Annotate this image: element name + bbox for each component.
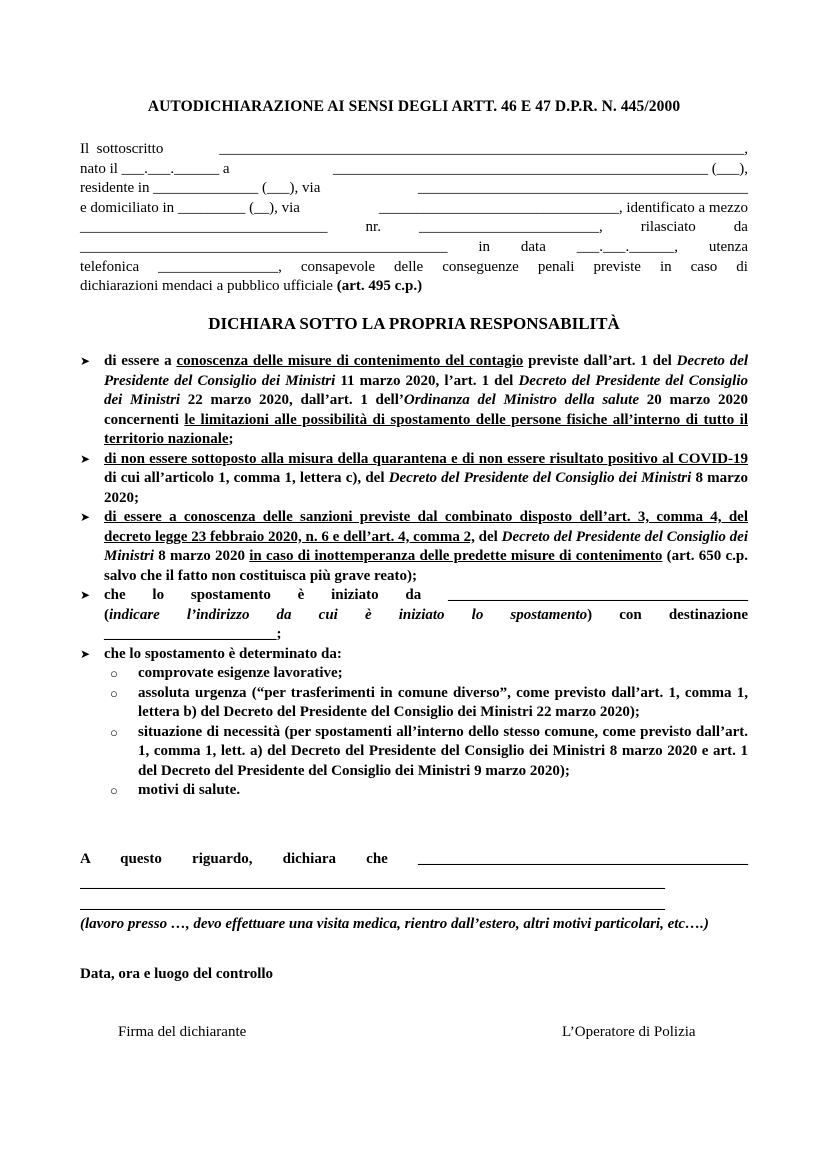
- blank-details-3[interactable]: ______________________________________________________________________________: [80, 896, 665, 912]
- origin-line: [104, 586, 748, 606]
- field-row-sottoscritto: [80, 140, 748, 160]
- blank-residence-street[interactable]: ____________________________________________: [418, 180, 748, 197]
- personal-details-section: [80, 140, 748, 297]
- label-nato-il[interactable]: nato il ___.___.______ a: [80, 160, 230, 177]
- circle-bullet-icon: ○: [110, 724, 118, 740]
- declaration-item-3: [80, 508, 748, 586]
- declarations-list: [80, 352, 748, 801]
- reason-option-health[interactable]: [80, 781, 748, 801]
- text-italic: indicare l’indirizzo da cui è iniziato lo spostamento: [109, 606, 588, 623]
- section-heading: DICHIARA SOTTO LA PROPRIA RESPONSABILITÀ: [208, 314, 620, 333]
- text: del: [474, 528, 502, 545]
- text: (art. 650 c.p. salvo che il fatto non costituisca più grave reato);: [104, 548, 748, 584]
- blank-details-1[interactable]: ____________________________________________: [418, 851, 749, 867]
- label-utenza: utenza: [708, 238, 748, 255]
- declarant-signature-label: Firma del dichiarante: [118, 1024, 247, 1040]
- label-residente[interactable]: residente in ______________ (___), via: [80, 180, 321, 197]
- text: 8 marzo 2020: [154, 548, 250, 564]
- blank-phone[interactable]: ________________,: [158, 258, 282, 275]
- reason-text: comprovate esigenze lavorative;: [138, 665, 343, 681]
- label-da: da: [733, 219, 748, 236]
- arrowhead-bullet-icon: ➤: [80, 646, 91, 661]
- document-title: AUTODICHIARAZIONE AI SENSI DEGLI ARTT. 46 E 47 D.P.R. N. 445/2000: [147, 98, 681, 115]
- blank-origin-address[interactable]: ________________________________________: [448, 587, 748, 603]
- control-date-place-label: Data, ora e luogo del controllo: [80, 966, 274, 982]
- legal-reference: (art. 495 c.p.): [336, 278, 423, 295]
- police-officer-signature-label: L’Operatore di Polizia: [562, 1024, 696, 1040]
- blank-details-2[interactable]: ______________________________________________________________________________: [80, 874, 665, 891]
- text: ;: [228, 431, 234, 447]
- text-underlined: conoscenza delle misure di contenimento del contagio: [176, 353, 524, 369]
- details-line-1: [80, 850, 748, 870]
- label-nr: nr.: [365, 219, 381, 236]
- field-row-telefono: [80, 258, 748, 278]
- blank-document-number[interactable]: ________________________,: [418, 219, 603, 236]
- reason-label: che lo spostamento è determinato da:: [104, 645, 342, 662]
- arrowhead-bullet-icon: ➤: [80, 354, 91, 368]
- text-mendaci: dichiarazioni mendaci a pubblico ufficiale: [80, 278, 333, 295]
- arrowhead-bullet-icon: ➤: [80, 510, 91, 524]
- text: previste dall’art. 1 del: [523, 353, 677, 369]
- text-italic: Decreto del Presidente del Consiglio dei Ministri: [104, 353, 749, 389]
- text: 11 marzo 2020, l’art. 1 del: [335, 372, 519, 389]
- reason-option-urgency[interactable]: [80, 684, 748, 723]
- destination-blank-line: [104, 625, 748, 645]
- details-line-3: [80, 895, 748, 915]
- text-underlined: di non essere sottoposto alla misura della quarantena e di non essere risultato positivo al COVID-19: [104, 450, 748, 467]
- text-word: penali: [537, 258, 575, 275]
- text: (: [104, 606, 109, 623]
- reason-text: motivi di salute.: [138, 782, 241, 798]
- reason-text: assoluta urgenza (“per trasferimenti in comune diverso”, come previsto dall’art. 1, comma 1, lettera b) del Decreto del Presidente del Consiglio dei Ministri 22 marzo 2020);: [138, 684, 748, 720]
- blank-issuer[interactable]: _________________________________________________: [80, 238, 448, 255]
- text: 22 marzo 2020, dall’art. 1 dell’: [180, 392, 404, 408]
- arrowhead-bullet-icon: ➤: [80, 451, 91, 466]
- text-underlined: le limitazioni alle possibilità di spostamento delle persone fisiche all’interno di tutto il territorio nazionale: [104, 411, 748, 447]
- blank-destination[interactable]: _______________________;: [104, 626, 282, 642]
- field-row-rilascio: [80, 238, 748, 258]
- reason-option-necessity[interactable]: [80, 723, 748, 782]
- declaration-item-2: [80, 450, 748, 509]
- text-word: previste: [593, 258, 641, 275]
- text-italic: Decreto del Presidente del Consiglio dei Ministri: [104, 372, 748, 408]
- declaration-item-4: [80, 586, 748, 645]
- label-in: in: [478, 238, 491, 255]
- circle-bullet-icon: ○: [110, 685, 118, 701]
- text: 20 marzo 2020 concernenti: [104, 392, 748, 428]
- reason-text: situazione di necessità (per spostamenti all’interno dello stesso comune, come previsto dall’art. 1, comma 1, lett. a) del Decreto del Presidente del Consiglio dei Ministri 8 marzo 2020 e art. 1 del Decreto del Presidente del Consiglio dei Ministri 9 marzo 2020);: [138, 723, 748, 779]
- label-destination: ) con destinazione: [587, 606, 748, 623]
- field-row-documento: [80, 218, 748, 238]
- text-italic: Decreto del Presidente del Consiglio dei Ministri: [104, 528, 748, 564]
- circle-bullet-icon: ○: [110, 783, 118, 798]
- label-domiciliato[interactable]: e domiciliato in _________ (__), via: [80, 199, 300, 216]
- label-origin: che lo spostamento è iniziato da: [104, 587, 422, 603]
- text: di cui all’articolo 1, comma 1, lettera c), del: [104, 470, 389, 486]
- destination-line: [104, 606, 748, 626]
- label-sottoscritto: Il sottoscritto: [80, 141, 164, 157]
- declaration-item-1: [80, 352, 748, 450]
- text-word: in: [659, 258, 672, 275]
- blank-birthplace[interactable]: __________________________________________________ (___),: [333, 160, 748, 177]
- field-row-nascita: [80, 160, 748, 180]
- text-italic: Ordinanza del Ministro della salute: [403, 392, 639, 408]
- field-row-residenza: [80, 179, 748, 199]
- text-underlined: in caso di inottemperanza delle predette misure di contenimento: [249, 548, 663, 564]
- field-row-mendaci: [80, 277, 748, 297]
- field-row-domicilio: [80, 199, 748, 219]
- label-rilasciato: rilasciato: [640, 219, 696, 236]
- text: 8 marzo 2020;: [104, 470, 748, 506]
- details-line-2: [80, 874, 748, 894]
- text-word: delle: [394, 258, 424, 275]
- arrowhead-bullet-icon: ➤: [80, 588, 91, 602]
- text-underlined: di essere a conoscenza delle sanzioni previste dal combinato disposto dell’art. 3, comma 4, del decreto legge 23 febbraio 2020, n. 6 e dell’art. 4, comma 2,: [104, 509, 748, 545]
- blank-document-type[interactable]: _________________________________: [80, 219, 328, 236]
- text-word: consapevole: [300, 258, 376, 275]
- text-word: conseguenze: [442, 258, 519, 275]
- details-hint: (lavoro presso …, devo effettuare una visita medica, rientro dall’estero, altri motivi particolari, etc….): [80, 915, 709, 932]
- label-telefonica: telefonica: [80, 258, 140, 275]
- text-italic: Decreto del Presidente del Consiglio dei Ministri: [388, 470, 692, 486]
- details-label: A questo riguardo, dichiara che: [80, 851, 388, 867]
- text-word: di: [736, 258, 748, 275]
- blank-domicile-street[interactable]: ________________________________, identificato a mezzo: [378, 199, 748, 216]
- label-data: data: [520, 238, 546, 255]
- blank-issue-date[interactable]: ___.___.______,: [576, 238, 678, 255]
- declaration-item-5: [80, 645, 748, 665]
- text-word: caso: [690, 258, 718, 275]
- text: di essere a: [104, 353, 177, 369]
- reason-option-work[interactable]: [80, 664, 748, 684]
- circle-bullet-icon: ○: [110, 666, 118, 681]
- details-section: [80, 850, 748, 934]
- blank-name[interactable]: ______________________________________________________________________,: [219, 141, 748, 157]
